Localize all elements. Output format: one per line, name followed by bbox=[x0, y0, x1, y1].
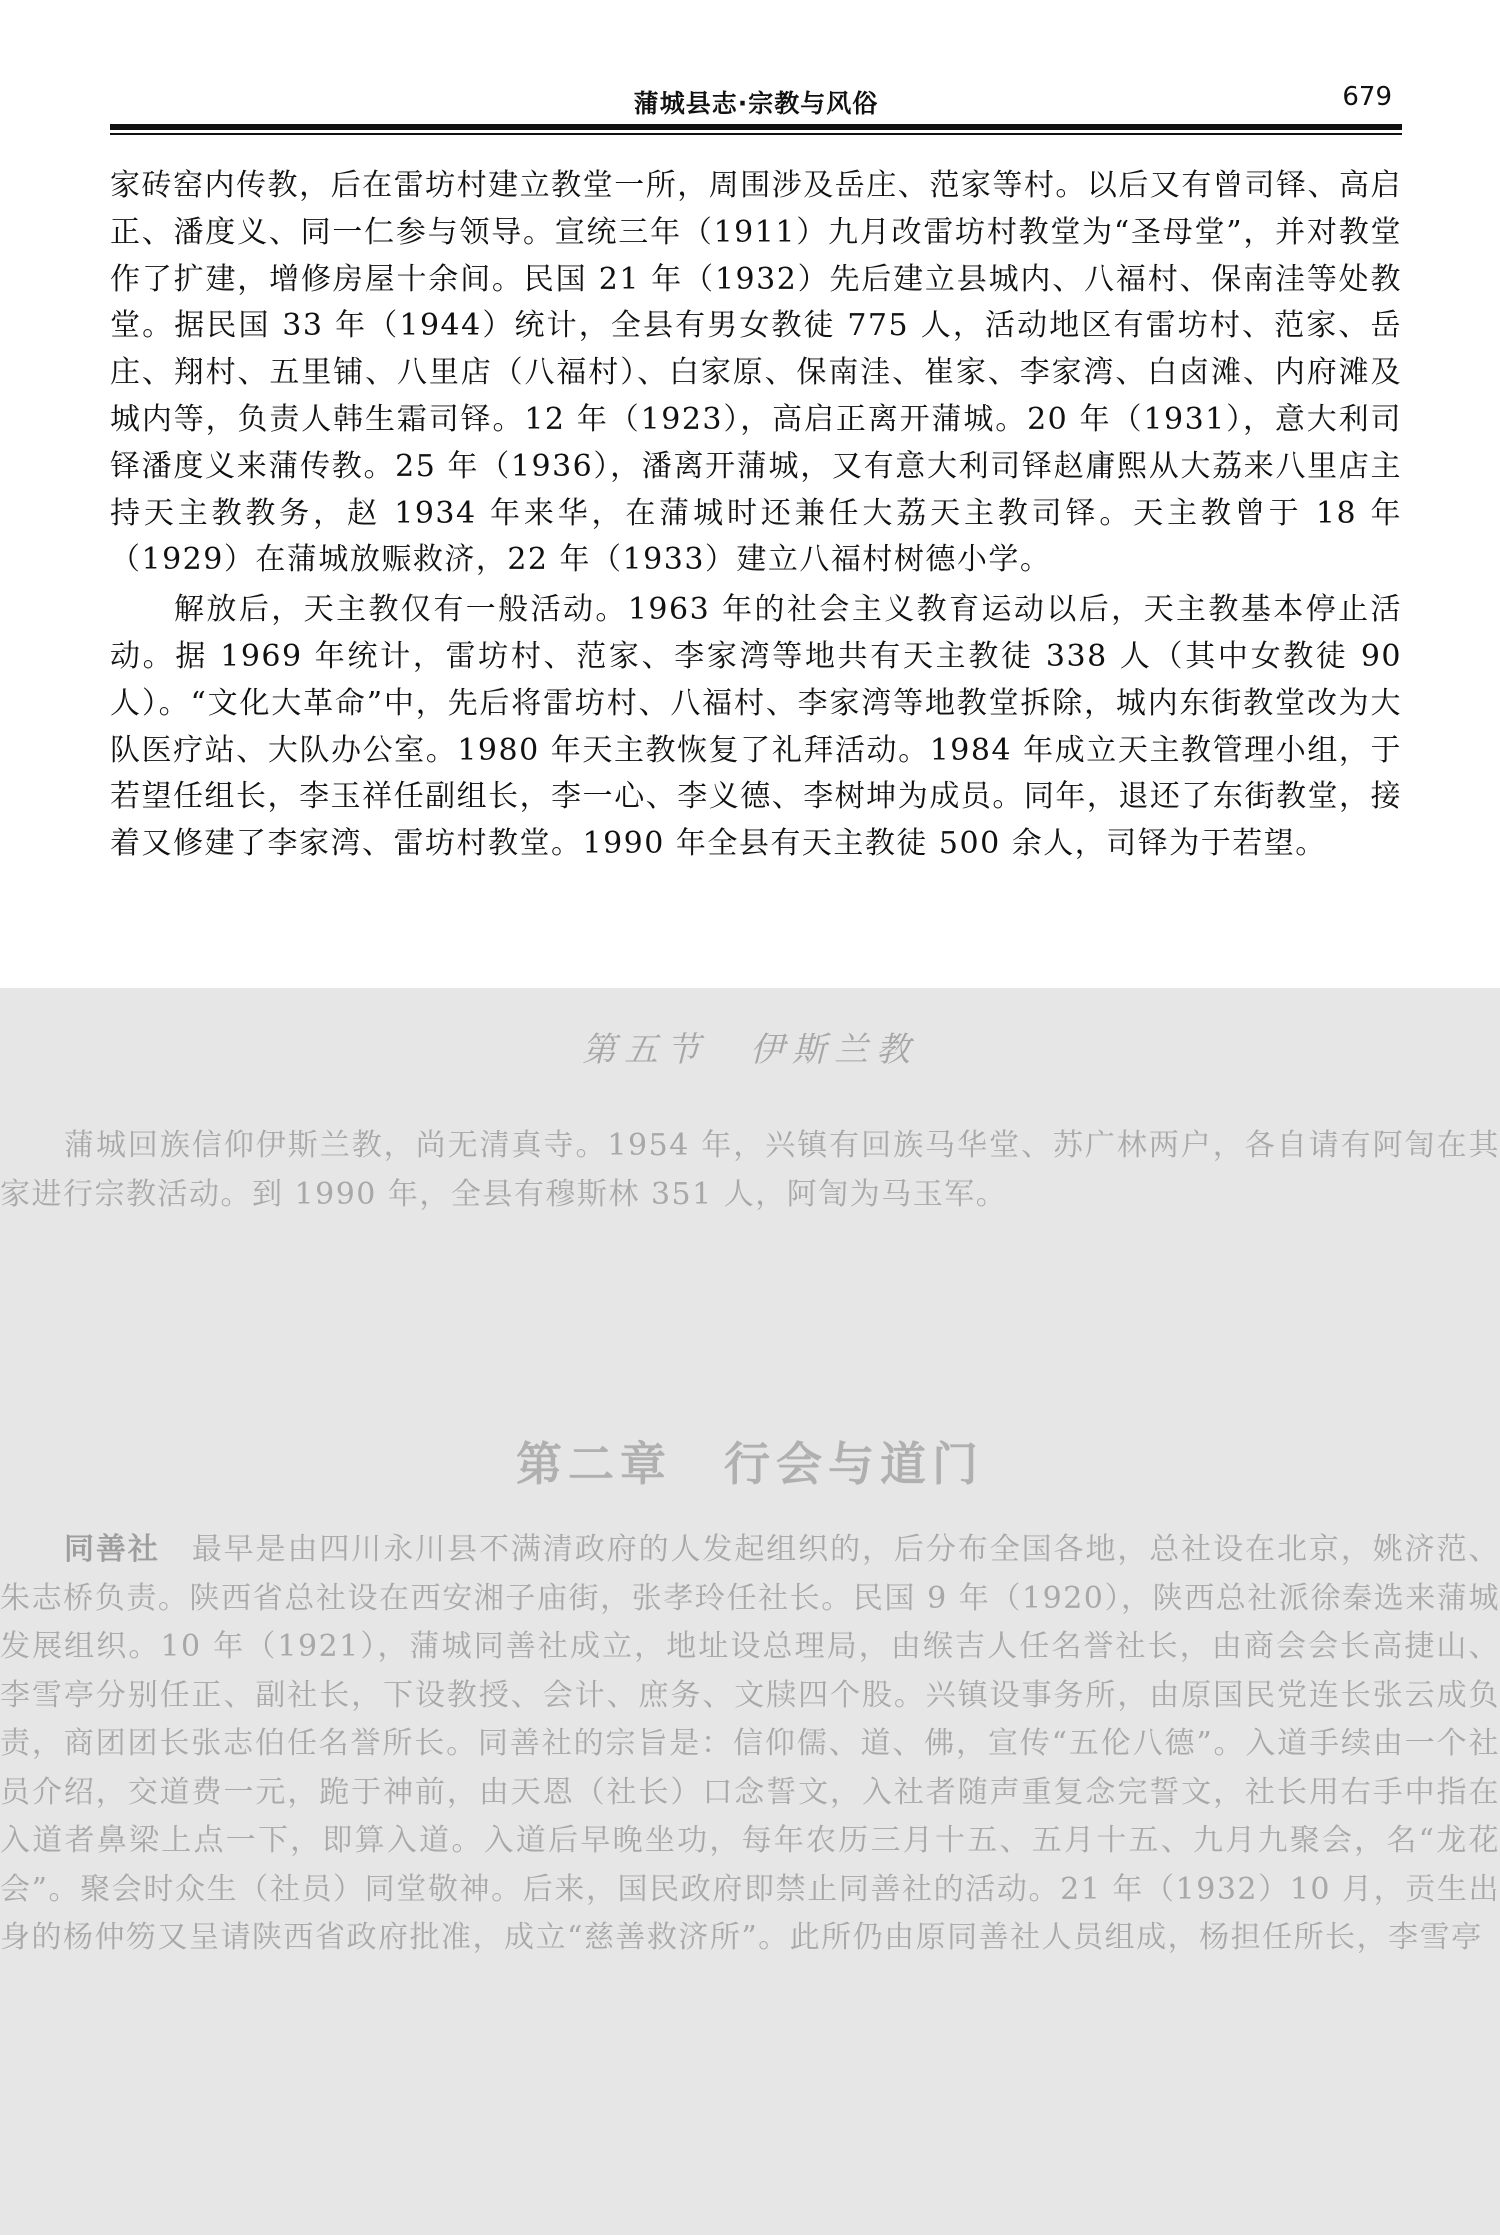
section-title-islam: 第五节 伊斯兰教 bbox=[582, 1030, 918, 1070]
islam-section-body bbox=[0, 1122, 1500, 1219]
paragraph: 家砖窑内传教，后在雷坊村建立教堂一所，周围涉及岳庄、范家等村。以后又有曾司铎、高启正、潘度义、同一仁参与领导。宣统三年（1911）九月改雷坊村教堂为“圣母堂”，并对教堂作了扩建，增修房屋十余间。民国 21 年（1932）先后建立县城内、八福村、保南洼等处教堂。据民国 33 年（1944）统计，全县有男女教徒 775 人，活动地区有雷坊村、范家、岳庄、翔村、五里铺、八里店（八福村）、白家原、保南洼、崔家、李家湾、白卤滩、内府滩及城内等，负责人韩生霜司铎。12 年（1923），高启正离开蒲城。20 年（1931），意大利司铎潘度义来蒲传教。25 年（1936），潘离开蒲城，又有意大利司铎赵庸熙从大荔来八里店主持天主教教务，赵 1934 年来华，在蒲城时还兼任大荔天主教司铎。天主教曾于 18 年（1929）在蒲城放赈救济，22 年（1933）建立八福村树德小学。 bbox=[110, 168, 1402, 578]
paragraph: 蒲城回族信仰伊斯兰教，尚无清真寺。1954 年，兴镇有回族马华堂、苏广林两户，各自请有阿訇在其家进行宗教活动。到 1990 年，全县有穆斯林 351 人，阿訇为马玉军。 bbox=[0, 1128, 1500, 1212]
paragraph bbox=[0, 1526, 1500, 1963]
running-header-title: 蒲城县志·宗教与风俗 bbox=[633, 89, 879, 118]
chapter-title: 第二章 行会与道门 bbox=[516, 1437, 984, 1491]
running-header bbox=[110, 78, 1402, 118]
paragraph: 解放后，天主教仅有一般活动。1963 年的社会主义教育运动以后，天主教基本停止活动。据 1969 年统计，雷坊村、范家、李家湾等地共有天主教徒 338 人（其中女教徒 90 人）。“文化大革命”中，先后将雷坊村、八福村、李家湾等地教堂拆除，城内东街教堂改为大队医疗站、大队办公室。1980 年天主教恢复了礼拜活动。1984 年成立天主教管理小组，于若望任组长，李玉祥任副组长，李一心、李义德、李树坤为成员。同年，退还了东街教堂，接着又修建了李家湾、雷坊村教堂。1990 年全县有天主教徒 500 余人，司铎为于若望。 bbox=[110, 592, 1402, 862]
lead-term: 同善社 bbox=[64, 1532, 160, 1567]
catholic-section bbox=[110, 163, 1402, 868]
chapter-paragraph-text: 最早是由四川永川县不满清政府的人发起组织的，后分布全国各地，总社设在北京，姚济范、朱志桥负责。陕西省总社设在西安湘子庙街，张孝玲任社长。民国 9 年（1920），陕西总社派徐秦选来蒲城发展组织。10 年（1921），蒲城同善社成立，地址设总理局，由缑吉人任名誉社长，由商会会长高捷山、李雪亭分别任正、副社长，下设教授、会计、庶务、文牍四个股。兴镇设事务所，由原国民党连长张云成负责，商团团长张志伯任名誉所长。同善社的宗旨是：信仰儒、道、佛，宣传“五伦八德”。入道手续由一个社员介绍，交道费一元，跪于神前，由天恩（社长）口念誓文，入社者随声重复念完誓文，社长用右手中指在入道者鼻梁上点一下，即算入道。入道后早晚坐功，每年农历三月十五、五月十五、九月九聚会，名“龙花会”。聚会时众生（社员）同堂敬神。后来，国民政府即禁止同善社的活动。21 年（1932）10 月，贡生出身的杨仲笏又呈请陕西省政府批准，成立“慈善救济所”。此所仍由原同善社人员组成，杨担任所长，李雪亭 bbox=[0, 1532, 1500, 1955]
chapter-body bbox=[0, 1526, 1500, 1963]
header-rule-thick bbox=[110, 124, 1402, 130]
page-number: 679 bbox=[1342, 82, 1392, 112]
header-rule-thin bbox=[110, 133, 1402, 135]
